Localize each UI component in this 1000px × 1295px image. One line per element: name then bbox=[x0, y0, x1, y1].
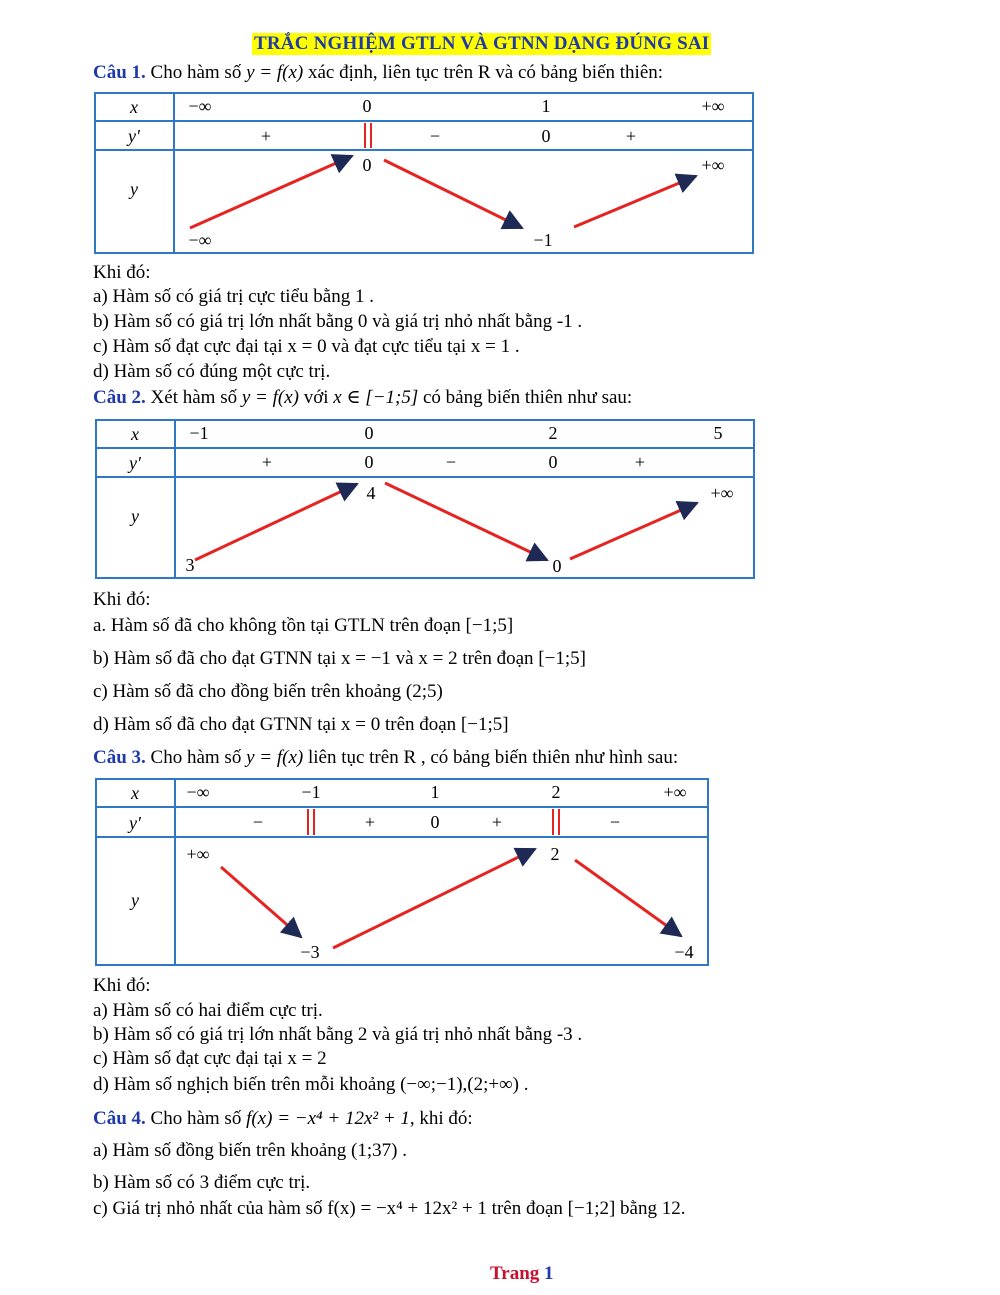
q3-x-val: 1 bbox=[430, 782, 440, 802]
q2-x-val: −1 bbox=[189, 423, 209, 443]
q3-text-a: Cho hàm số bbox=[150, 747, 242, 768]
q2-sign: 0 bbox=[548, 452, 558, 472]
q3-variation-table bbox=[95, 778, 709, 966]
q1-sign: + bbox=[260, 126, 272, 146]
q1-option-a: a) Hàm số có giá trị cực tiểu bằng 1 . bbox=[93, 286, 374, 307]
q2-y-val: +∞ bbox=[710, 483, 734, 503]
q2-option-c: c) Hàm số đã cho đồng biến trên khoảng (2;5) bbox=[93, 681, 443, 702]
q2-label: Câu 2. bbox=[93, 387, 146, 408]
q1-option-c: c) Hàm số đạt cực đại tại x = 0 và đạt cực tiểu tại x = 1 . bbox=[93, 336, 520, 357]
q2-text-a: Xét hàm số bbox=[150, 387, 238, 408]
q3-formula: y = f(x) bbox=[246, 747, 304, 768]
q4-text-b: , khi đó: bbox=[409, 1108, 473, 1129]
q3-text-b: liên tục trên R , có bảng biến thiên như hình sau: bbox=[307, 747, 679, 768]
q3-x-val: 2 bbox=[551, 782, 561, 802]
q3-option-a: a) Hàm số có hai điểm cực trị. bbox=[93, 1000, 323, 1021]
q3-x-val: −1 bbox=[301, 782, 321, 802]
q3-option-b: b) Hàm số có giá trị lớn nhất bằng 2 và giá trị nhỏ nhất bằng -3 . bbox=[93, 1024, 583, 1045]
q3-stem bbox=[93, 747, 678, 769]
q1-variation-table bbox=[94, 92, 754, 254]
q1-khi-do: Khi đó: bbox=[93, 262, 151, 283]
q1-y-val: +∞ bbox=[701, 155, 725, 175]
q3-y-val: −3 bbox=[300, 942, 320, 962]
q3-y-val: 2 bbox=[550, 844, 560, 864]
q2-sign: + bbox=[261, 452, 273, 472]
q3-sign: − bbox=[609, 812, 621, 832]
q2-option-b: b) Hàm số đã cho đạt GTNN tại x = −1 và x = 2 trên đoạn [−1;5] bbox=[93, 648, 586, 669]
q2-x-label: x bbox=[131, 424, 139, 444]
q3-yp-label: y′ bbox=[129, 813, 141, 833]
q2-variation-table bbox=[95, 419, 755, 579]
q1-yp-label: y′ bbox=[128, 126, 140, 146]
q2-y-val: 3 bbox=[185, 555, 195, 575]
q4-option-c: c) Giá trị nhỏ nhất của hàm số f(x) = −x⁴ + 12x² + 1 trên đoạn [−1;2] bằng 12. bbox=[93, 1198, 686, 1219]
q2-khi-do: Khi đó: bbox=[93, 589, 151, 610]
q2-sign: − bbox=[445, 452, 457, 472]
q1-x-label: x bbox=[130, 97, 138, 117]
q2-y-val: 4 bbox=[366, 483, 376, 503]
q2-text-c: có bảng biến thiên như sau: bbox=[422, 387, 633, 408]
q2-y-label: y bbox=[131, 506, 139, 526]
q1-option-b: b) Hàm số có giá trị lớn nhất bằng 0 và giá trị nhỏ nhất bằng -1 . bbox=[93, 311, 583, 332]
q2-stem bbox=[93, 386, 632, 409]
q1-stem bbox=[93, 62, 663, 84]
q3-y-label: y bbox=[131, 890, 139, 910]
q2-option-a: a. Hàm số đã cho không tồn tại GTLN trên đoạn [−1;5] bbox=[93, 615, 514, 636]
q4-label: Câu 4. bbox=[93, 1108, 146, 1129]
q3-khi-do: Khi đó: bbox=[93, 975, 151, 996]
q3-y-val: −4 bbox=[674, 942, 694, 962]
q1-x-val: −∞ bbox=[188, 96, 212, 116]
page-footer bbox=[490, 1263, 554, 1285]
q4-option-a: a) Hàm số đồng biến trên khoảng (1;37) . bbox=[93, 1140, 407, 1161]
q1-sign: 0 bbox=[541, 126, 551, 146]
q3-x-val: −∞ bbox=[186, 782, 210, 802]
q2-domain: x ∈ [−1;5] bbox=[333, 387, 419, 408]
q3-y-val: +∞ bbox=[186, 844, 210, 864]
q1-x-val: 0 bbox=[362, 96, 372, 116]
q2-x-val: 0 bbox=[364, 423, 374, 443]
q1-formula: y = f(x) bbox=[246, 62, 304, 83]
q1-x-val: 1 bbox=[541, 96, 551, 116]
q3-sign: + bbox=[364, 812, 376, 832]
q1-text-a: Cho hàm số bbox=[150, 62, 242, 83]
q4-formula: f(x) = −x⁴ + 12x² + 1 bbox=[246, 1108, 410, 1129]
page-title: TRẮC NGHIỆM GTLN VÀ GTNN DẠNG ĐÚNG SAI bbox=[254, 33, 710, 54]
q3-x-label: x bbox=[131, 783, 139, 803]
q1-sign: + bbox=[625, 126, 637, 146]
q4-option-b: b) Hàm số có 3 điểm cực trị. bbox=[93, 1172, 311, 1193]
q3-option-d: d) Hàm số nghịch biến trên mỗi khoảng (−∞;−1),(2;+∞) . bbox=[93, 1074, 529, 1095]
q3-sign: + bbox=[491, 812, 503, 832]
q2-x-val: 2 bbox=[548, 423, 558, 443]
q3-sign: − bbox=[252, 812, 264, 832]
q4-text-a: Cho hàm số bbox=[150, 1108, 242, 1129]
footer-word: Trang bbox=[490, 1263, 540, 1284]
q2-sign: + bbox=[634, 452, 646, 472]
q2-text-b: với bbox=[303, 387, 329, 408]
q1-option-d: d) Hàm số có đúng một cực trị. bbox=[93, 361, 331, 382]
q1-y-label: y bbox=[130, 179, 138, 199]
q2-x-val: 5 bbox=[713, 423, 723, 443]
q1-text-b: xác định, liên tục trên R và có bảng biến thiên: bbox=[307, 62, 664, 83]
q3-label: Câu 3. bbox=[93, 747, 146, 768]
q1-x-val: +∞ bbox=[701, 96, 725, 116]
q3-x-val: +∞ bbox=[663, 782, 687, 802]
q2-formula: y = f(x) bbox=[241, 387, 299, 408]
q1-y-val: 0 bbox=[362, 155, 372, 175]
footer-page-number: 1 bbox=[544, 1263, 554, 1284]
q2-sign: 0 bbox=[364, 452, 374, 472]
q2-y-val: 0 bbox=[552, 556, 562, 576]
q4-stem bbox=[93, 1108, 473, 1130]
q1-y-val: −∞ bbox=[188, 230, 212, 250]
q3-sign: 0 bbox=[430, 812, 440, 832]
q1-y-val: −1 bbox=[533, 230, 553, 250]
q1-sign: − bbox=[429, 126, 441, 146]
q2-yp-label: y′ bbox=[129, 453, 141, 473]
q3-option-c: c) Hàm số đạt cực đại tại x = 2 bbox=[93, 1048, 327, 1069]
q1-label: Câu 1. bbox=[93, 62, 146, 83]
q2-option-d: d) Hàm số đã cho đạt GTNN tại x = 0 trên đoạn [−1;5] bbox=[93, 714, 509, 735]
